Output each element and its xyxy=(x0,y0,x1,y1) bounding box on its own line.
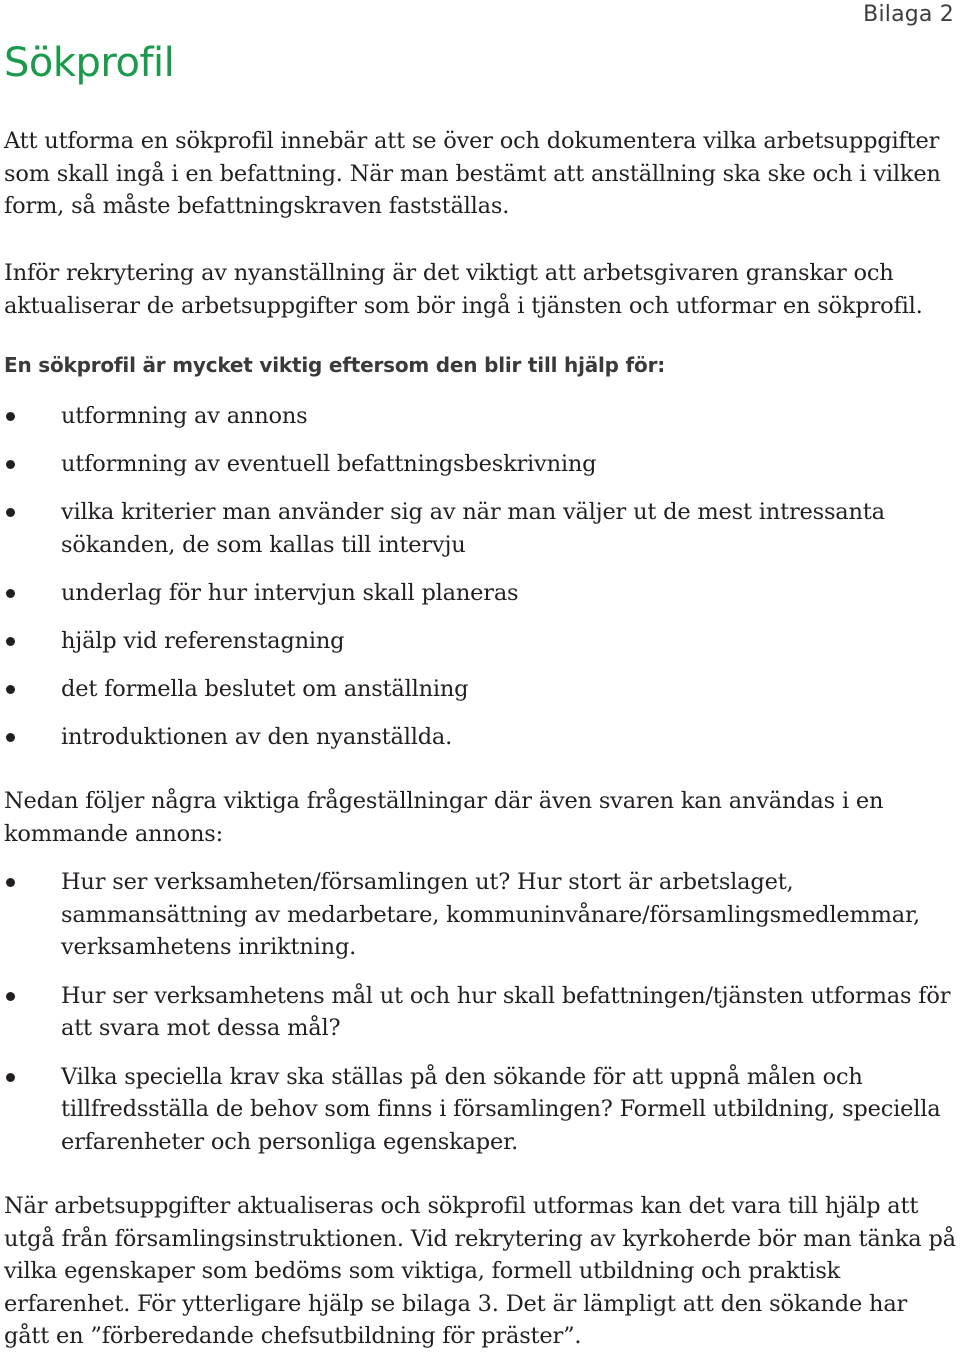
list-item-text: underlag för hur intervjun skall planeras xyxy=(61,579,519,606)
intro-paragraph-2: Inför rekrytering av nyanställning är det viktigt att arbetsgivaren granskar och aktualiserar de arbetsuppgifter som bör ingå i tjänsten och utformar en sökprofil. xyxy=(4,260,923,319)
bullet-icon xyxy=(6,1073,15,1082)
list-item xyxy=(0,577,956,610)
questions-list xyxy=(0,866,956,1174)
list-item-text: vilka kriterier man använder sig av när man väljer ut de mest intressanta sökanden, de som kallas till intervju xyxy=(61,499,885,558)
list-item-text: utformning av eventuell befattningsbeskrivning xyxy=(61,451,597,477)
list-item-text: Hur ser verksamheten/församlingen ut? Hur stort är arbetslaget, sammansättning av medarbetare, kommuninvånare/församlingsmedlemmar, verksamhetens inriktning. xyxy=(61,869,921,960)
list-item xyxy=(0,625,956,658)
purpose-lead-heading: En sökprofil är mycket viktig eftersom den blir till hjälp för: xyxy=(4,353,666,377)
intro-paragraph-1: Att utforma en sökprofil innebär att se över och dokumentera vilka arbetsuppgifter som skall ingå i en befattning. När man bestämt att anställning ska ske och i vilken form, så måste befattningskraven fastställas. xyxy=(4,128,941,219)
bullet-icon xyxy=(6,733,15,742)
bullet-icon xyxy=(6,412,15,421)
list-item-text: hjälp vid referenstagning xyxy=(61,627,345,654)
list-item xyxy=(0,1061,956,1159)
list-item xyxy=(0,673,956,706)
list-item xyxy=(0,866,956,964)
list-item xyxy=(0,448,956,481)
bullet-icon xyxy=(6,637,15,646)
list-item xyxy=(0,400,956,433)
purpose-list xyxy=(0,400,956,769)
bullet-icon xyxy=(6,589,15,598)
list-item-text: Vilka speciella krav ska ställas på den sökande för att uppnå målen och tillfredsställa de behov som finns i församlingen? Formell utbildning, speciella erfarenheter och personliga egenskaper. xyxy=(61,1063,941,1155)
list-item-text: det formella beslutet om anställning xyxy=(61,675,469,702)
appendix-label: Bilaga 2 xyxy=(863,2,954,27)
list-item xyxy=(0,496,956,561)
page-title: Sökprofil xyxy=(4,40,175,86)
questions-intro: Nedan följer några viktiga frågeställningar där även svaren kan användas i en kommande annons: xyxy=(4,788,884,847)
bullet-icon xyxy=(6,992,15,1001)
bullet-icon xyxy=(6,685,15,694)
bullet-icon xyxy=(6,460,15,469)
list-item-text: Hur ser verksamhetens mål ut och hur skall befattningen/tjänsten utformas för att svara mot dessa mål? xyxy=(61,982,951,1041)
list-item-text: utformning av annons xyxy=(61,403,308,429)
closing-paragraph: När arbetsuppgifter aktualiseras och sökprofil utformas kan det vara till hjälp att utgå från församlingsinstruktionen. Vid rekrytering av kyrkoherde bör man tänka på vilka egenskaper som bedöms som viktiga, formell utbildning och praktisk erfarenhet. För ytterligare hjälp se bilaga 3. Det är lämpligt att den sökande har gått en ”förberedande chefsutbildning för präster”. xyxy=(4,1193,956,1349)
bullet-icon xyxy=(6,878,15,887)
list-item xyxy=(0,721,956,754)
bullet-icon xyxy=(6,508,15,517)
list-item xyxy=(0,980,956,1045)
list-item-text: introduktionen av den nyanställda. xyxy=(61,723,453,750)
